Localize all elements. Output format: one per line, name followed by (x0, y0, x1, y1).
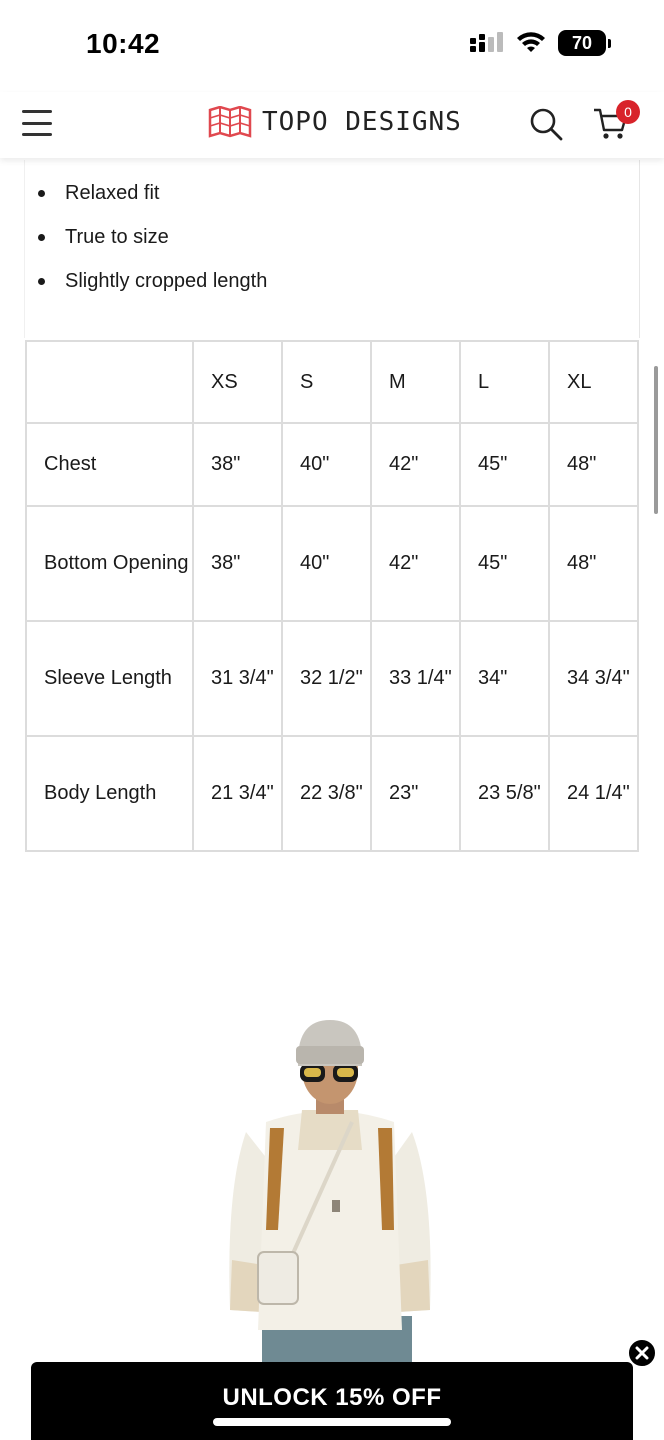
row-label: Sleeve Length (26, 621, 193, 736)
status-time: 10:42 (86, 28, 161, 59)
table-cell: 24 1/4" (549, 736, 638, 851)
table-cell: 48" (549, 506, 638, 621)
status-icons (470, 30, 606, 56)
table-header-cell: XS (193, 341, 282, 423)
table-cell: 38" (193, 423, 282, 506)
table-cell: 45" (460, 423, 549, 506)
table-header-cell: S (282, 341, 371, 423)
table-row (26, 506, 638, 621)
close-icon (634, 1345, 650, 1361)
search-icon (528, 106, 564, 142)
table-header-cell: L (460, 341, 549, 423)
battery-icon (558, 30, 606, 56)
table-cell: 34 3/4" (549, 621, 638, 736)
home-indicator (213, 1418, 451, 1426)
fit-list (25, 160, 639, 292)
table-row (26, 423, 638, 506)
brand-name: TOPO DESIGNS (262, 107, 462, 137)
table-cell: 38" (193, 506, 282, 621)
table-header-cell: M (371, 341, 460, 423)
status-bar (0, 0, 664, 92)
page-scrollbar[interactable] (654, 366, 658, 514)
table-cell: 33 1/4" (371, 621, 460, 736)
row-label: Chest (26, 423, 193, 506)
cart-count-badge: 0 (616, 100, 640, 124)
product-photo[interactable] (0, 860, 664, 1380)
topo-logo-icon (208, 106, 252, 138)
wifi-icon (516, 32, 546, 54)
fit-features (24, 160, 640, 338)
table-cell: 23 5/8" (460, 736, 549, 851)
promo-label: UNLOCK 15% OFF (222, 1384, 442, 1411)
battery-level: 70 (571, 32, 593, 53)
table-row (26, 736, 638, 851)
table-row (26, 621, 638, 736)
table-cell: 48" (549, 423, 638, 506)
menu-icon[interactable] (22, 110, 52, 136)
table-cell: 42" (371, 506, 460, 621)
fit-list-item: Slightly cropped length (25, 270, 639, 292)
table-header-cell (26, 341, 193, 423)
site-header (0, 92, 664, 158)
row-label: Body Length (26, 736, 193, 851)
unlock-discount-banner[interactable] (31, 1362, 633, 1440)
size-chart-table (25, 340, 639, 852)
fit-list-item: True to size (25, 226, 639, 248)
table-cell: 40" (282, 506, 371, 621)
table-cell: 21 3/4" (193, 736, 282, 851)
table-cell: 23" (371, 736, 460, 851)
close-promo-button[interactable] (627, 1338, 657, 1368)
table-cell: 45" (460, 506, 549, 621)
table-header-row (26, 341, 638, 423)
cellular-signal-icon (470, 32, 504, 54)
table-cell: 31 3/4" (193, 621, 282, 736)
table-cell: 32 1/2" (282, 621, 371, 736)
search-button[interactable] (528, 106, 564, 147)
table-cell: 34" (460, 621, 549, 736)
table-cell: 42" (371, 423, 460, 506)
table-cell: 22 3/8" (282, 736, 371, 851)
row-label: Bottom Opening (26, 506, 193, 621)
model-wearing-fleece-image (0, 860, 664, 1380)
fit-list-item: Relaxed fit (25, 182, 639, 204)
table-cell: 40" (282, 423, 371, 506)
brand-logo[interactable] (208, 106, 462, 138)
table-header-cell: XL (549, 341, 638, 423)
